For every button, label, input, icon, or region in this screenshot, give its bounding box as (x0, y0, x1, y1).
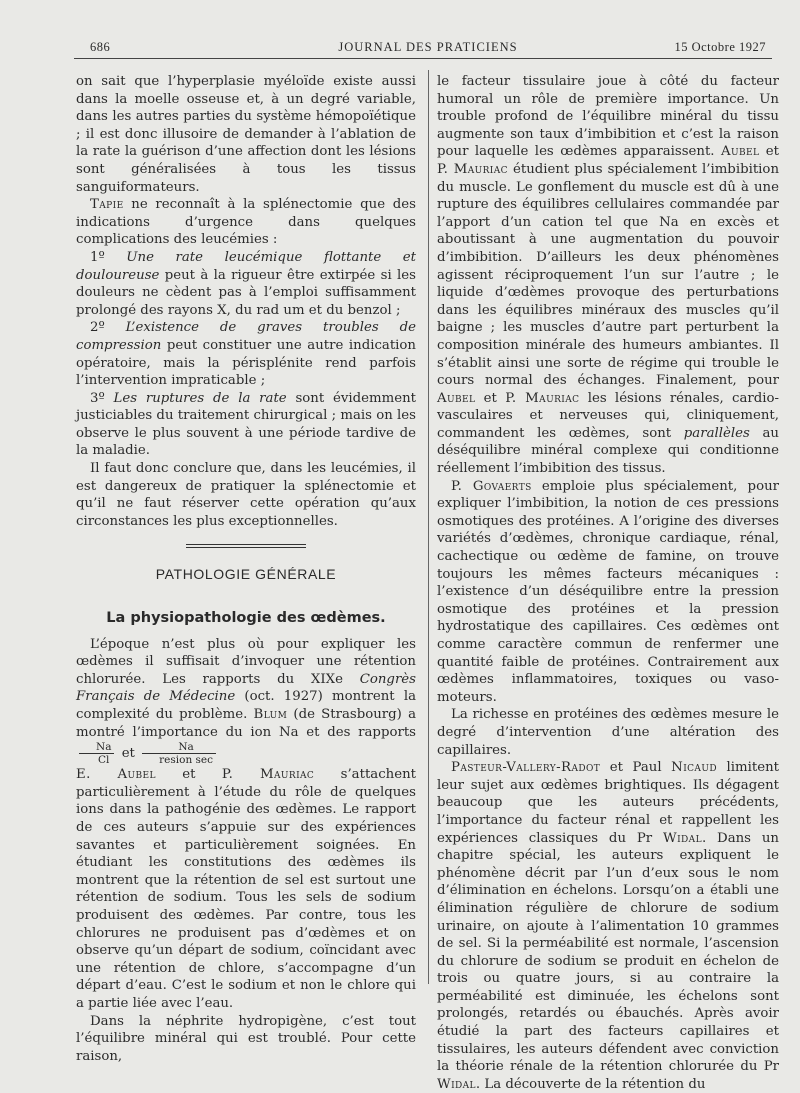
list-item-heading: Les ruptures de la rate (113, 390, 287, 406)
list-number: 1º (90, 249, 127, 265)
section-title: PATHOLOGIE GÉNÉRALE (155, 566, 337, 583)
paragraph-text: et (155, 767, 222, 783)
author-name: Aubel (437, 390, 476, 406)
paragraph-text: limitent leur sujet aux œdèmes brightiques. Ils dégagent beaucoup que les auteurs précédents, l’importance du facteur rénal et rappellent les expériences classiques du Pr (437, 760, 779, 846)
paragraph-text: les lésions rénales, cardio-vasculaires et nerveuses qui, cliniquement, commandent les œdèmes, sont (437, 390, 780, 441)
author-name: P. Mauriac (505, 390, 580, 406)
paragraph (76, 196, 416, 249)
paragraph-text: (oct. 1927) montrent la complexité du problème. (76, 689, 416, 722)
author-name: Aubel (720, 144, 760, 160)
right-column (437, 73, 779, 1093)
author-name: E. Aubel (76, 767, 156, 783)
article-title: La physiopathologie des œdèmes. (106, 610, 386, 627)
fraction-denominator: resion sec (159, 754, 214, 767)
paragraph: Il faut donc conclure que, dans les leucémies, il est dangereux de pratiquer la splénectomie et qu’il ne faut réserver cette opération qu’aux circonstances les plus exceptionnelles. (76, 461, 416, 529)
conjunction: et (121, 746, 135, 762)
journal-title: JOURNAL DES PRATICIENS (338, 40, 518, 54)
author-name: Blum (253, 707, 288, 722)
congress-name: Congrès Français de Médecine (76, 671, 416, 705)
fraction-numerator: Na (142, 741, 216, 754)
list-item-text: peut constituer une autre indication opératoire, mais la périsplénite rend parfois l’intervention impraticable ; (76, 337, 416, 389)
header-rule (74, 58, 772, 59)
paragraph: Dans la néphrite hydropigène, c’est tout l’équilibre minéral qui est troublé. Pour cette raison, (76, 1013, 416, 1064)
paragraph: La richesse en protéines des œdèmes mesure le degré d’intervention d’une altération des capillaires. (437, 707, 779, 758)
page-number: 686 (90, 40, 111, 54)
running-header (90, 40, 766, 56)
fraction-na-resion (142, 741, 216, 766)
author-name: Widal (663, 830, 702, 846)
fraction-na-cl (79, 741, 114, 766)
paragraph-text: L’époque n’est plus où pour expliquer les œdèmes il suffisait d’invoquer une rétention chlorurée. Les rapports du XIXe (76, 636, 416, 687)
paragraph-text: et (475, 390, 506, 406)
paragraph (76, 766, 416, 1012)
paragraph-text: ne reconnaît à la splénectomie que des indications d’urgence dans quelques complications des leucémies : (76, 197, 416, 248)
author-name: Nicaud (671, 760, 717, 776)
author-name: Widal (437, 1076, 476, 1092)
paragraph-text: s’attachent particulièrement à l’étude du rôle de quelques ions dans la pathogénie des œdèmes. Le rapport de ces auteurs s’appuie sur des expériences savantes et particulièrement soignées. En étudiant les constitutions des œdèmes ils montrent que la rétention de sel est surtout une rétention de sodium. Tous les sels de sodium produisent des œdèmes. Par contre, tous les chlorures ne produisent pas d’œdèmes et on observe qu’un départ de sodium, coïncidant avec une rétention de chlore, s’accompagne d’un départ d’eau. C’est le sodium et non le chlore qui a partie liée avec l’eau. (76, 767, 416, 1011)
list-item-text: peut à la rigueur être extirpée si les douleurs ne cèdent pas à l’emploi suffisamment prolongé des rayons X, du rad um et du benzol ; (76, 267, 416, 318)
author-name: P. Mauriac (221, 767, 315, 783)
paragraph-text: . La découverte de la rétention du (475, 1076, 706, 1092)
left-column (76, 73, 416, 1065)
paragraph (76, 636, 416, 767)
column-divider (428, 70, 429, 984)
paragraph-text: et Paul (600, 760, 672, 776)
list-item-text: sont évidemment justiciables du traitement chirurgical ; mais on les observe le plus souvent à une période tardive de la maladie. (76, 390, 417, 459)
list-item (76, 319, 416, 389)
paragraph-text: (de Strasbourg) a montré l’importance du ion Na et des rapports (76, 707, 416, 740)
paragraph (437, 73, 779, 478)
author-name: P. Mauriac (437, 161, 508, 177)
list-item-heading: Une rate leucémique flottante et douloureuse (76, 249, 416, 283)
author-name: P. Govaerts (451, 478, 532, 494)
paragraph-text: . Dans un chapitre spécial, les auteurs expliquent le phénomène décrit par l’un d’eux sous le nom d’élimination en échelons. Lorsqu’on a établi une élimination régulière de chlorure de sodium urinaire, on ajoute à l’alimentation 10 grammes de sel. Si la perméabilité est normale, l’ascension du chlorure de sodium se produit en échelon de trois ou quatre jours, si au contraire la perméabilité est diminuée, les échelons sont prolongés, retardés ou ébauchés. Après avoir étudié la part des facteurs capillaires et tissulaires, les auteurs défendent avec conviction la théorie rénale de la rétention chlorurée du Pr (437, 830, 779, 1075)
list-item-heading: L’existence de graves troubles de compression (76, 320, 416, 353)
list-item (76, 390, 416, 460)
fraction-numerator: Na (79, 741, 114, 754)
paragraph-text: étudient plus spécialement l’imbibition du muscle. Le gonflement du muscle est dû à une rupture des équilibres cellulaires commandée par l’apport d’un cation tel que Na en excès et aboutissant à une augmentation du pouvoir d’imbibition. D’ailleurs les deux phénomènes agissent réciproquement l’un sur l’autre ; le liquide d’œdèmes provoque des perturbations dans les équilibres minéraux des muscles qu’il baigne ; les muscles d’autre part perturbent la composition minérale des humeurs ambiantes. Il s’établit ainsi une sorte de régime qui trouble le cours normal des échanges. Finalement, pour (437, 161, 780, 389)
fraction-denominator: Cl (98, 754, 110, 767)
paragraph (437, 478, 779, 707)
paragraph-text: au déséquilibre minéral complexe qui conditionne réellement l’imbibition des tissus. (437, 425, 779, 477)
list-item (76, 249, 416, 319)
list-number: 2º (90, 320, 126, 336)
paragraph-text: et (759, 144, 779, 160)
author-name: Pasteur-Vallery-Radot (451, 760, 601, 776)
paragraph (437, 759, 779, 1093)
author-name: Tapie (90, 197, 124, 213)
paragraph-text: emploie plus spécialement, pour expliquer l’imbibition, la notion de ces pressions osmotiques des protéines. A l’origine des diverses variétés d’œdèmes, chronique cardiaque, rénal, cachectique ou œdème de famine, on trouve toujours les mêmes facteurs mécaniques : l’existence d’un déséquilibre entre la pression osmotique des protéines et la pression hydrostatique des capillaires. Ces œdèmes ont comme caractère commun de renfermer une quantité faible de protéines. Contrairement aux œdèmes inflammatoires, toxiques ou vaso-moteurs. (437, 478, 779, 705)
list-number: 3º (90, 390, 114, 406)
section-separator (186, 544, 306, 548)
paragraph-text: le facteur tissulaire joue à côté du facteur humoral un rôle de première importance. Un trouble profond de l’équilibre minéral du tissu augmente son taux d’imbibition et c’est la raison pour laquelle les œdèmes apparaissent. (437, 74, 779, 160)
paragraph: on sait que l’hyperplasie myéloïde existe aussi dans la moelle osseuse et, à un degré variable, dans les autres parties du système hémopoïétique ; il est donc illusoire de demander à l’ablation de la rate la guérison d’une affection dont les lésions sont généralisées à tous les tissus sanguiformateurs. (76, 74, 416, 195)
emphasis: parallèles (683, 425, 750, 441)
issue-date: 15 Octobre 1927 (674, 40, 766, 54)
